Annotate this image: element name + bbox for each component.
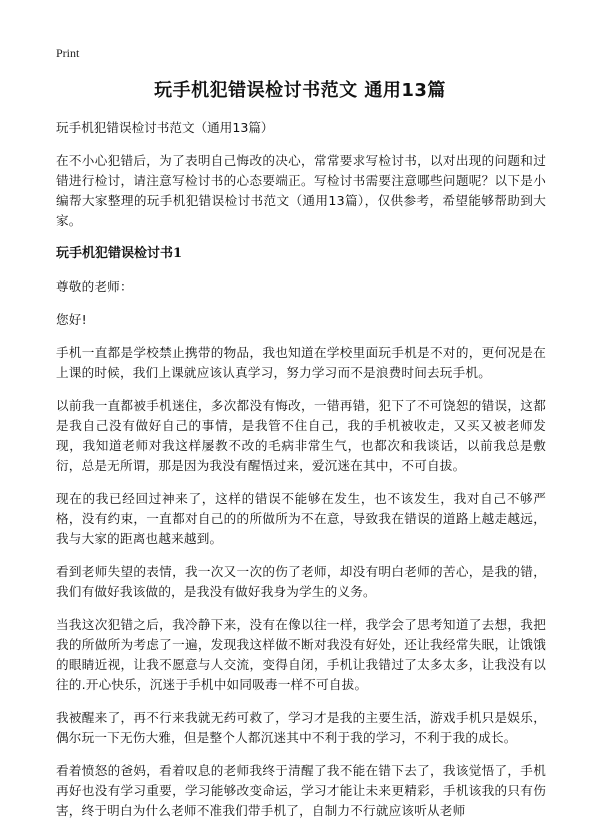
document-body bbox=[56, 118, 546, 828]
body-paragraph: 看着愤怒的爸妈，看着叹息的老师我终于清醒了我不能在错下去了，我该觉悟了，手机再好也没有学习重要，学习能够改变命运，学习才能让未来更精彩，手机该我的只有伤害，终于明白为什么老师不准我们带手机了，自制力不行就应该听从老师 bbox=[56, 763, 546, 818]
intro-paragraph: 在不小心犯错后，为了表明自己悔改的决心，常常要求写检讨书，以对出现的问题和过错进行检讨，请注意写检讨书的心态要端正。写检讨书需要注意哪些问题呢？以下是小编帮大家整理的玩手机犯错误检讨书范文（通用13篇），仅供参考，希望能够帮助到大家。 bbox=[56, 153, 546, 228]
body-paragraph: 现在的我已经回过神来了，这样的错误不能够在发生，也不该发生，我对自己不够严格，没有约束，一直都对自己的的所做所为不在意，导致我在错误的道路上越走越远，我与大家的距离也越来越到。 bbox=[56, 491, 546, 546]
section-heading: 玩手机犯错误检讨书1 bbox=[56, 246, 183, 261]
document-subtitle: 玩手机犯错误检讨书范文（通用13篇） bbox=[56, 120, 274, 135]
greeting: 尊敬的老师： bbox=[56, 279, 133, 294]
hello: 您好! bbox=[56, 312, 87, 327]
body-paragraph: 当我这次犯错之后，我冷静下来，没有在像以往一样，我学会了思考知道了去想，我把我的所做所为考虑了一遍，发现我这样做不断对我没有好处，还让我经常失眠，让饿饿的眼睛近视，让我不愿意与人交流，变得自闭，手机让我错过了太多太多，让我没有以往的.开心快乐，沉迷于手机中如同吸毒一样不可自拔。 bbox=[56, 617, 546, 692]
body-paragraph: 看到老师失望的表情，我一次又一次的伤了老师，却没有明白老师的苦心，是我的错，我们有做好我该做的，是我没有做好我身为学生的义务。 bbox=[56, 564, 546, 599]
body-paragraph: 手机一直都是学校禁止携带的物品，我也知道在学校里面玩手机是不对的，更何况是在上课的时候，我们上课就应该认真学习，努力学习而不是浪费时间去玩手机。 bbox=[56, 345, 546, 380]
body-paragraph: 以前我一直都被手机迷住，多次都没有悔改，一错再错，犯下了不可饶恕的错误，这都是我自己没有做好自己的事情，是我管不住自己，我的手机被收走，又买又被老师发现，我知道老师对我这样屡教不改的毛病非常生气，也都次和我谈话，以前我总是敷衍，总是无所谓，那是因为我没有醒悟过来，爱沉迷在其中，不可自拔。 bbox=[56, 398, 546, 473]
body-paragraph: 我被醒来了，再不行来我就无药可救了，学习才是我的主要生活，游戏手机只是娱乐，偶尔玩一下无伤大雅，但是整个人都沉迷其中不利于我的学习，不利于我的成长。 bbox=[56, 710, 546, 745]
print-label[interactable]: Print bbox=[56, 46, 80, 60]
document-title: 玩手机犯错误检讨书范文 通用13篇 bbox=[154, 80, 446, 101]
